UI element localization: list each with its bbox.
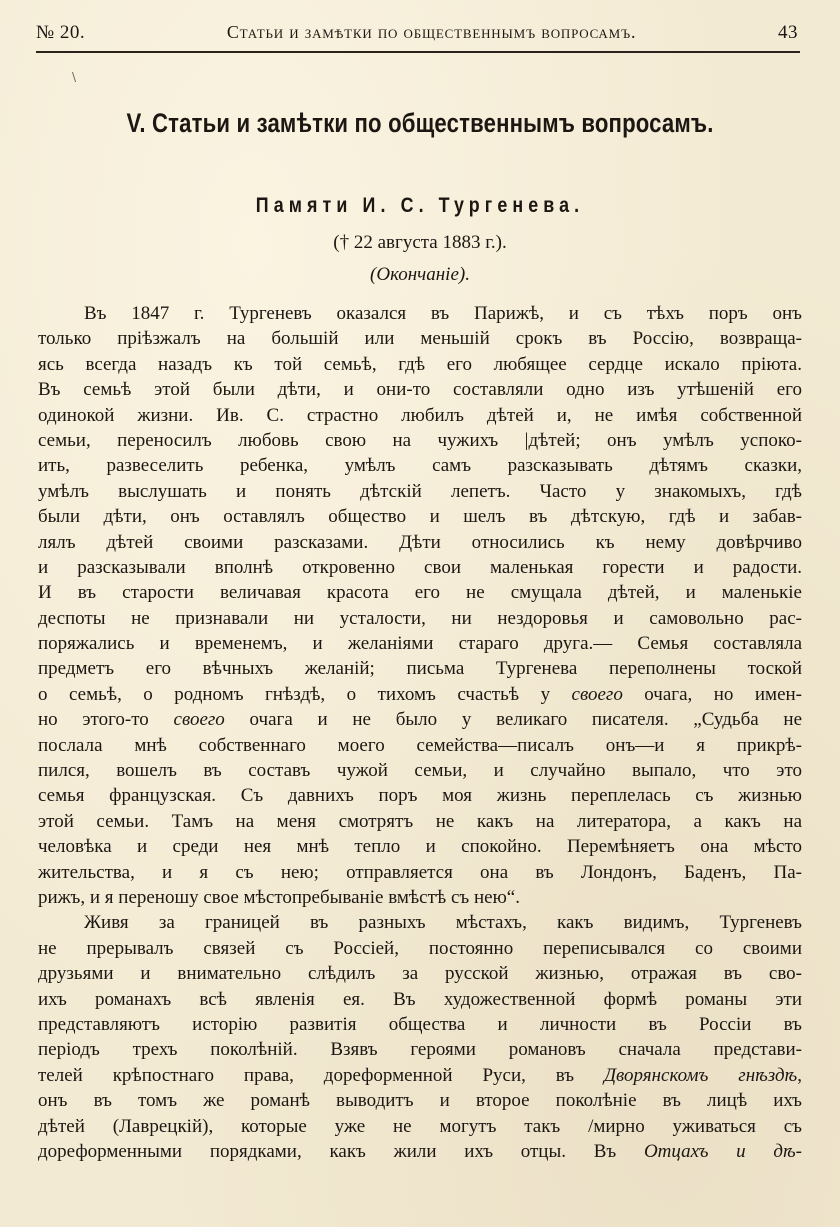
- body-line: человѣка и среди нея мнѣ тепло и спокойно. Перемѣняетъ она мѣсто: [38, 836, 802, 858]
- body-line: о семьѣ, о родномъ гнѣздѣ, о тихомъ счастьѣ у своего очага, но имен-: [38, 683, 802, 705]
- body-line: дореформенными порядками, какъ жили ихъ отцы. Въ Отцахъ и дѣ-: [38, 1140, 802, 1162]
- body-line: телей крѣпостнаго права, дореформенной Руси, въ Дворянскомъ гнѣздѣ,: [38, 1064, 802, 1086]
- body-line: Въ семьѣ этой были дѣти, и они-то составляли одно изъ утѣшеній его: [38, 379, 802, 401]
- header-rule: [36, 51, 800, 53]
- body-line: И въ старости величавая красота его не смущала дѣтей, и маленькіе: [38, 582, 802, 604]
- body-line: рижъ, и я переношу свое мѣстопребываніе вмѣстѣ съ нею“.: [38, 886, 520, 908]
- body-line: умѣлъ выслушать и понять дѣтскій лепетъ. Часто у знакомыхъ, гдѣ: [38, 480, 802, 502]
- body-line: только пріѣзжалъ на большій или меньшій срокъ въ Россію, возвраща-: [38, 328, 802, 350]
- body-line: были дѣти, онъ оставлялъ общество и шелъ въ дѣтскую, гдѣ и забав-: [38, 506, 802, 528]
- running-section-title: Статьи и замѣтки по общественнымъ вопросамъ.: [226, 22, 637, 42]
- body-line: друзьями и внимательно слѣдилъ за русской жизнью, отражая въ сво-: [38, 963, 802, 985]
- body-line: Живя за границей въ разныхъ мѣстахъ, какъ видимъ, Тургеневъ: [84, 912, 802, 934]
- body-line: не прерывалъ связей съ Россіей, постоянно переписывался со своими: [38, 937, 802, 959]
- article-dateline: († 22 августа 1883 г.).: [333, 232, 507, 253]
- body-line: пился, вошелъ въ составъ чужой семьи, и случайно выпало, что это: [38, 760, 802, 782]
- body-line: онъ въ томъ же романѣ выводитъ и второе поколѣніе въ лицѣ ихъ: [38, 1090, 802, 1112]
- body-line: лялъ дѣтей своими разсказами. Дѣти относились къ нему довѣрчиво: [38, 531, 802, 553]
- section-heading: V. Статьи и замѣтки по общественнымъ вопросамъ.: [126, 108, 714, 138]
- body-line: семья французская. Съ давнихъ поръ моя жизнь переплелась съ жизнью: [38, 785, 802, 807]
- body-line: послала мнѣ собственнаго моего семейства—писалъ онъ—и я прикрѣ-: [38, 734, 802, 756]
- body-line: ясь всегда назадъ къ той семьѣ, гдѣ его любящее сердце искало пріюта.: [38, 353, 802, 375]
- article-title: Памяти И. С. Тургенева.: [255, 194, 585, 217]
- body-line: ихъ романахъ всѣ явленія ея. Въ художественной формѣ романы эти: [38, 988, 802, 1010]
- body-line: деспоты не признавали ни усталости, ни нездоровья и самовольно рас-: [38, 607, 802, 629]
- body-line: представляютъ исторію развитія общества и личности въ Россіи въ: [38, 1013, 802, 1035]
- body-line: но этого-то своего очага и не было у великаго писателя. „Судьба не: [38, 709, 802, 731]
- body-line: ить, развеселить ребенка, умѣлъ самъ разсказывать дѣтямъ сказки,: [38, 455, 802, 477]
- running-header: [36, 22, 798, 50]
- stray-ink-mark: \: [72, 70, 77, 84]
- body-line: жительства, и я съ нею; отправляется она въ Лондонъ, Баденъ, Па-: [38, 861, 802, 883]
- body-line: этой семьи. Тамъ на меня смотрятъ не какъ на литератора, а какъ на: [38, 810, 802, 832]
- body-line: семьи, переносилъ любовь свою на чужихъ |дѣтей; онъ умѣлъ успоко-: [38, 429, 802, 451]
- body-line: и разсказывали вполнѣ откровенно свои маленькая горести и радости.: [38, 556, 802, 578]
- body-line: одинокой жизни. Ив. С. страстно любилъ дѣтей и, не имѣя собственной: [38, 404, 802, 426]
- body-line: дѣтей (Лаврецкій), которые уже не могутъ такъ /мирно уживаться съ: [38, 1115, 802, 1137]
- body-line: Въ 1847 г. Тургеневъ оказался въ Парижѣ, и съ тѣхъ поръ онъ: [84, 303, 802, 324]
- article-body: [38, 301, 802, 1164]
- body-line: періодъ трехъ поколѣній. Взявъ героями романовъ сначала представи-: [38, 1039, 802, 1061]
- continuation-note: (Окончаніе).: [370, 264, 470, 285]
- body-line: поряжались и временемъ, и желаніями стараго друга.— Семья составляла: [38, 633, 802, 655]
- page-number: 43: [777, 22, 798, 43]
- body-line: предметъ его вѣчныхъ желаній; письма Тургенева переполнены тоской: [38, 658, 802, 680]
- issue-number: № 20.: [36, 22, 86, 43]
